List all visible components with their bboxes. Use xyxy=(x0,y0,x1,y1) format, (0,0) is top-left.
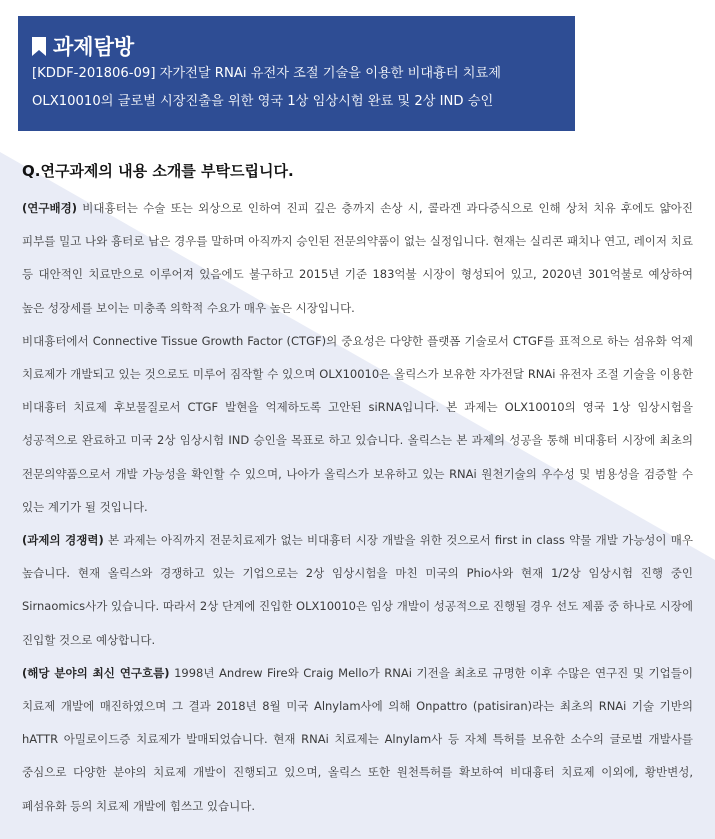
header-subtitle-line-1: [KDDF-201806-09] 자가전달 RNAi 유전자 조절 기술을 이용한 비대흉터 치료제 xyxy=(32,66,501,81)
paragraph-label: (과제의 경쟁력) xyxy=(22,533,104,548)
paragraph-research-trends xyxy=(22,657,693,823)
paragraph-ctgf xyxy=(22,325,693,524)
paragraph-text: 비대흉터는 수술 또는 외상으로 인하여 진피 깊은 층까지 손상 시, 콜라겐 과다증식으로 인해 상처 치유 후에도 얇아진 피부를 밀고 나와 흉터로 남은 경우를 말하며 아직까지 승인된 전문의약품이 없는 실정입니다. 현재는 실리콘 패치나 연고, 레이저 치료 등 대안적인 치료만으로 이루어져 있음에도 불구하고 2015년 기준 183억불 시장이 형성되어 있고, 2020년 301억불로 예상하여 높은 성장세를 보이는 미충족 의학적 수요가 매우 높은 시장입니다. xyxy=(22,201,693,315)
paragraph-text: 비대흉터에서 Connective Tissue Growth Factor (CTGF)의 중요성은 다양한 플랫폼 기술로서 CTGF를 표적으로 하는 섬유화 억제 치료제가 개발되고 있는 것으로도 미루어 짐작할 수 있으며 OLX10010은 올릭스가 보유한 자가전달 RNAi 유전자 조절 기술을 이용한 비대흉터 치료제 후보물질로서 CTGF 발현을 억제하도록 고안된 siRNA입니다. 본 과제는 OLX10010의 영국 1상 임상시험을 성공적으로 완료하고 미국 2상 임상시험 IND 승인을 목표로 하고 있습니다. 올릭스는 본 과제의 성공을 통해 비대흉터 시장에 최초의 전문의약품으로서 개발 가능성을 확인할 수 있으며, 나아가 올릭스가 보유하고 있는 RNAi 원천기술의 우수성 및 범용성을 검증할 수 있는 계기가 될 것입니다. xyxy=(22,333,693,514)
paragraph-text: 본 과제는 아직까지 전문치료제가 없는 비대흉터 시장 개발을 위한 것으로서 first in class 약물 개발 가능성이 매우 높습니다. 현재 올릭스와 경쟁하고 있는 기업으로는 2상 임상시험을 마친 미국의 Phio사와 현재 1/2상 임상시험 진행 중인 Sirnaomics사가 있습니다. 따라서 2상 단계에 진입한 OLX10010은 임상 개발이 성공적으로 진행될 경우 선도 제품 중 하나로 시장에 진입할 것으로 예상합니다. xyxy=(22,533,693,647)
header-title-row xyxy=(32,30,575,62)
header-subtitle-line-2: OLX10010의 글로벌 시장진출을 위한 영국 1상 임상시험 완료 및 2상 IND 승인 xyxy=(32,94,494,109)
header-banner xyxy=(18,16,575,131)
header-title: 과제탐방 xyxy=(53,35,135,59)
article-body xyxy=(22,160,693,823)
bookmark-icon xyxy=(32,37,46,56)
paragraph-label: (해당 분야의 최신 연구흐름) xyxy=(22,665,170,680)
paragraph-research-background xyxy=(22,192,693,325)
paragraph-label: (연구배경) xyxy=(22,201,77,215)
paragraph-text: 1998년 Andrew Fire와 Craig Mello가 RNAi 기전을 최초로 규명한 이후 수많은 연구진 및 기업들이 치료제 개발에 매진하였으며 그 결과 2018년 8월 미국 Alnylam사에 의해 Onpattro (patisiran)라는 최초의 RNAi 기술 기반의 hATTR 아밀로이드증 치료제가 발매되었습니다. 현재 RNAi 치료제는 Alnylam사 등 자체 특허를 보유한 소수의 글로벌 개발사를 중심으로 다양한 분야의 치료제 개발이 진행되고 있으며, 올릭스 또한 원천특허를 확보하여 비대흉터 치료제 이외에, 황반변성, 폐섬유화 등의 치료제 개발에 힘쓰고 있습니다. xyxy=(22,665,693,813)
paragraph-competitiveness xyxy=(22,524,693,657)
question-heading: Q.연구과제의 내용 소개를 부탁드립니다. xyxy=(22,162,294,180)
